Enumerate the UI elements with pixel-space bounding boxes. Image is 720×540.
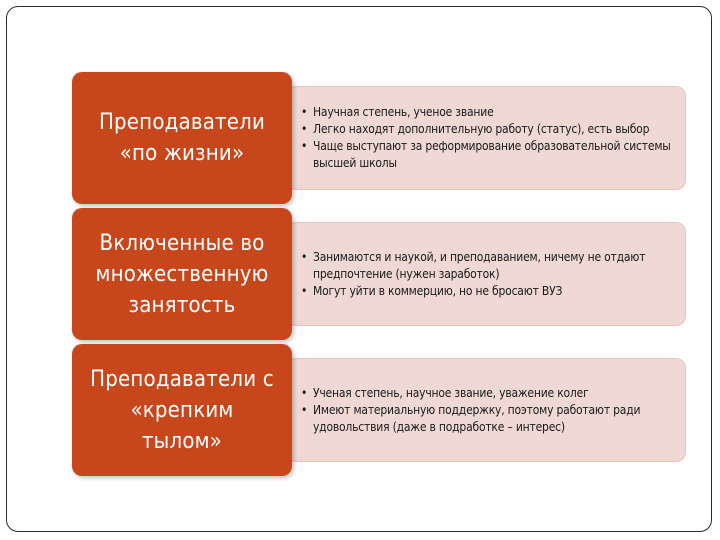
label-line: Преподаватели bbox=[98, 110, 266, 135]
label-line: тылом» bbox=[141, 428, 223, 454]
bullet-list bbox=[299, 249, 671, 300]
label-line: множественную bbox=[95, 261, 269, 287]
bullet-item: • Могут уйти в коммерцию, но не бросают ВУЗ bbox=[313, 283, 671, 300]
label-box-lifelong-teachers bbox=[72, 72, 292, 204]
bullet-item: • Занимаются и наукой, и преподаванием, ничему не отдают предпочтение (нужен заработок) bbox=[313, 249, 671, 283]
detail-box-multiple-employment bbox=[286, 222, 686, 326]
bullet-item: • Ученая степень, научное звание, уважение колег bbox=[313, 385, 671, 402]
label-line: «по жизни» bbox=[119, 141, 245, 166]
label-line: «крепким bbox=[130, 397, 234, 423]
row-strong-rear-teachers bbox=[72, 344, 686, 476]
label-box-strong-rear-teachers bbox=[72, 344, 292, 476]
label-text bbox=[90, 364, 274, 457]
bullet-item: • Легко находят дополнительную работу (статус), есть выбор bbox=[313, 121, 671, 138]
label-line: занятость bbox=[128, 292, 236, 318]
label-line: Преподаватели с bbox=[90, 366, 274, 392]
detail-box-lifelong-teachers bbox=[286, 86, 686, 190]
bullet-list bbox=[299, 104, 671, 172]
row-lifelong-teachers bbox=[72, 72, 686, 204]
detail-box-strong-rear-teachers bbox=[286, 358, 686, 462]
bullet-item: • Научная степень, ученое звание bbox=[313, 104, 671, 121]
label-text bbox=[99, 107, 265, 169]
bullet-list bbox=[299, 385, 671, 436]
label-text bbox=[95, 228, 268, 321]
label-box-multiple-employment bbox=[72, 208, 292, 340]
row-multiple-employment bbox=[72, 208, 686, 340]
label-line: Включенные во bbox=[99, 230, 265, 256]
bullet-item: • Имеют материальную поддержку, поэтому работают ради удовольствия (даже в подработке – интерес) bbox=[313, 402, 671, 436]
bullet-item: • Чаще выступают за реформирование образовательной системы высшей школы bbox=[313, 138, 671, 172]
